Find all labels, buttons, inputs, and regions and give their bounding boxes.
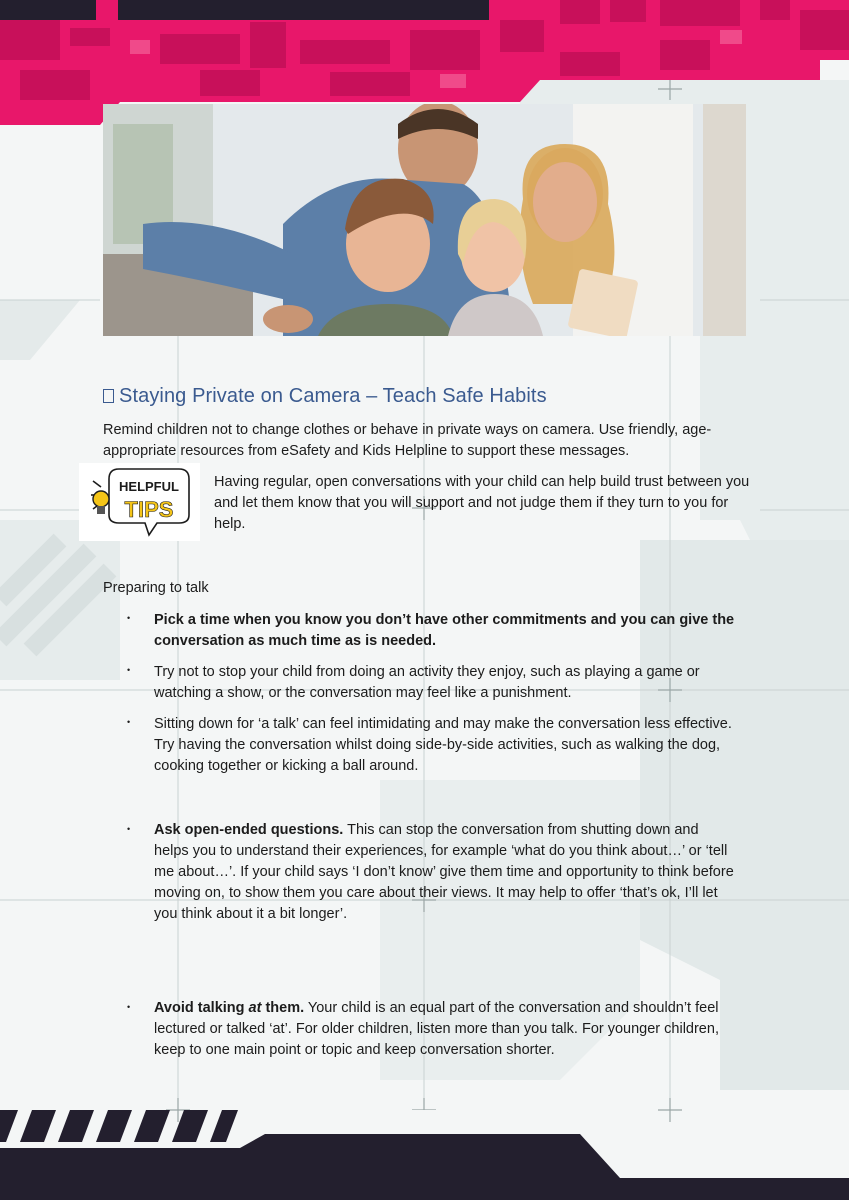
tips-paragraph: Having regular, open conversations with your child can help build trust between you and let them know that you will support and not judge them if they turn to you for help. [214, 474, 750, 532]
bold-part: them. [261, 1000, 305, 1016]
list-item-bold [154, 1000, 304, 1016]
list-item [154, 820, 734, 925]
bullet-icon: • [127, 1002, 131, 1012]
tips-badge-line2: TIPS [124, 497, 174, 522]
list-item [154, 610, 744, 652]
list-item-text: This can stop the conversation from shutting down and helps you to understand their experiences, for example ‘what do you think about…’ or ‘tell me about…’. If your child says ‘I don’t know’ give them time and opportunity to think before moving on, to show them you care about their views. It may help to offer ‘that’s ok, I’ll let you think about it a bit longer’. [154, 822, 734, 922]
tips-badge-line1: HELPFUL [119, 479, 179, 494]
list-item: Try not to stop your child from doing an activity they enjoy, such as playing a game or watching a show, or the conversation may feel like a punishment. [154, 664, 700, 701]
bullet-icon: • [127, 613, 131, 623]
bold-italic-part: at [248, 1000, 262, 1016]
section-title [103, 385, 547, 408]
family-photo [103, 104, 746, 336]
missing-glyph-icon [103, 389, 114, 403]
bold-part: Avoid talking [154, 1000, 249, 1016]
intro-paragraph: Remind children not to change clothes or behave in private ways on camera. Use friendly, age-appropriate resources from eSafety and Kids Helpline to support these messages. [103, 422, 712, 459]
bullet-icon: • [127, 717, 131, 727]
bullet-icon: • [127, 665, 131, 675]
list-item: Sitting down for ‘a talk’ can feel intimidating and may make the conversation less effective. Try having the conversation whilst doing side-by-side activities, such as walking the dog, cooking together or kicking a ball around. [154, 716, 732, 774]
helpful-tips-badge [79, 463, 200, 541]
list-item-text: Your child is an equal part of the conversation and shouldn’t feel lectured or talked ‘at’. For older children, listen more than you talk. For younger children, keep to one main point or topic and keep conversation shorter. [154, 1000, 719, 1058]
list-item-bold: Ask open-ended questions. [154, 822, 344, 838]
list-item [154, 998, 734, 1061]
bullet-icon: • [127, 824, 131, 834]
section-title-text: Staying Private on Camera – Teach Safe Habits [119, 385, 547, 407]
list-item-bold: Pick a time when you know you don’t have other commitments and you can give the conversation as much time as is needed. [154, 612, 735, 649]
preparing-heading: Preparing to talk [103, 580, 209, 596]
lightbulb-icon [79, 463, 200, 541]
